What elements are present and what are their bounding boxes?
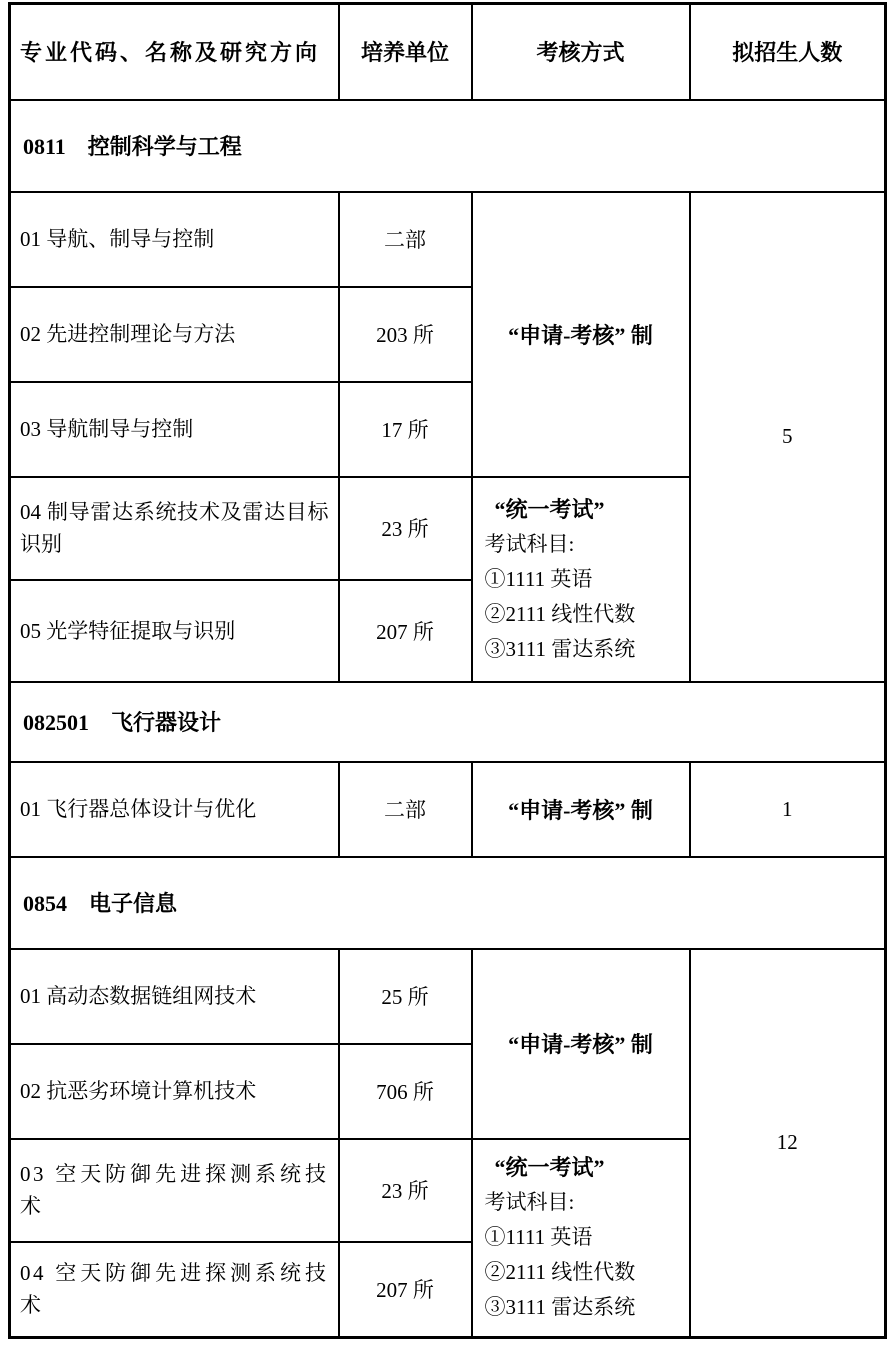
- unit-cell: 207 所: [339, 1242, 472, 1338]
- section-row-0854: [10, 857, 886, 949]
- method-exam-cell: [472, 1139, 690, 1338]
- section-title-0854: 0854 电子信息: [10, 857, 886, 949]
- unit-cell: 706 所: [339, 1044, 472, 1139]
- method-apply-cell: “申请-考核” 制: [472, 949, 690, 1139]
- method-exam-cell: [472, 477, 690, 682]
- section-row-0811: [10, 100, 886, 192]
- table-row: [10, 949, 886, 1044]
- header-major-column: 专业代码、名称及研究方向: [10, 4, 339, 100]
- major-cell: 03 导航制导与控制: [10, 382, 339, 477]
- exam-subject: ③3111 雷达系统: [484, 636, 636, 661]
- major-cell: 05 光学特征提取与识别: [10, 580, 339, 682]
- major-cell: 04 制导雷达系统技术及雷达目标识别: [10, 477, 339, 580]
- major-cell: 01 导航、制导与控制: [10, 192, 339, 287]
- unit-cell: 二部: [339, 762, 472, 857]
- header-unit-column: 培养单位: [339, 4, 472, 100]
- unit-cell: 23 所: [339, 477, 472, 580]
- method-apply-cell: “申请-考核” 制: [472, 192, 690, 477]
- unit-cell: 17 所: [339, 382, 472, 477]
- unit-cell: 207 所: [339, 580, 472, 682]
- major-cell: 02 先进控制理论与方法: [10, 287, 339, 382]
- major-cell: 01 高动态数据链组网技术: [10, 949, 339, 1044]
- exam-subject: ②2111 线性代数: [484, 1260, 636, 1285]
- header-method-column: 考核方式: [472, 4, 690, 100]
- quota-cell: 5: [690, 192, 886, 682]
- header-quota-column: 拟招生人数: [690, 4, 886, 100]
- section-title-082501: 082501 飞行器设计: [10, 682, 886, 762]
- exam-subject: ③3111 雷达系统: [484, 1295, 636, 1320]
- major-cell: 02 抗恶劣环境计算机技术: [10, 1044, 339, 1139]
- exam-subjects-label: 考试科目:: [484, 531, 575, 556]
- section-title-0811: 0811 控制科学与工程: [10, 100, 886, 192]
- exam-subjects-label: 考试科目:: [484, 1190, 575, 1215]
- major-cell: 03 空天防御先进探测系统技术: [10, 1139, 339, 1242]
- exam-subject: ②2111 线性代数: [484, 601, 636, 626]
- table-row: [10, 762, 886, 857]
- quota-cell: 12: [690, 949, 886, 1338]
- unit-cell: 二部: [339, 192, 472, 287]
- exam-title: “统一考试”: [494, 1155, 605, 1181]
- method-apply-cell: “申请-考核” 制: [472, 762, 690, 857]
- quota-cell: 1: [690, 762, 886, 857]
- table-row: [10, 192, 886, 287]
- major-cell: 04 空天防御先进探测系统技术: [10, 1242, 339, 1338]
- unit-cell: 203 所: [339, 287, 472, 382]
- exam-title: “统一考试”: [494, 496, 605, 522]
- unit-cell: 23 所: [339, 1139, 472, 1242]
- admission-plan-table: [8, 2, 887, 1339]
- section-row-082501: [10, 682, 886, 762]
- table-header-row: [10, 4, 886, 100]
- exam-subject: ①1111 英语: [484, 566, 593, 591]
- major-cell: 01 飞行器总体设计与优化: [10, 762, 339, 857]
- unit-cell: 25 所: [339, 949, 472, 1044]
- exam-subject: ①1111 英语: [484, 1225, 593, 1250]
